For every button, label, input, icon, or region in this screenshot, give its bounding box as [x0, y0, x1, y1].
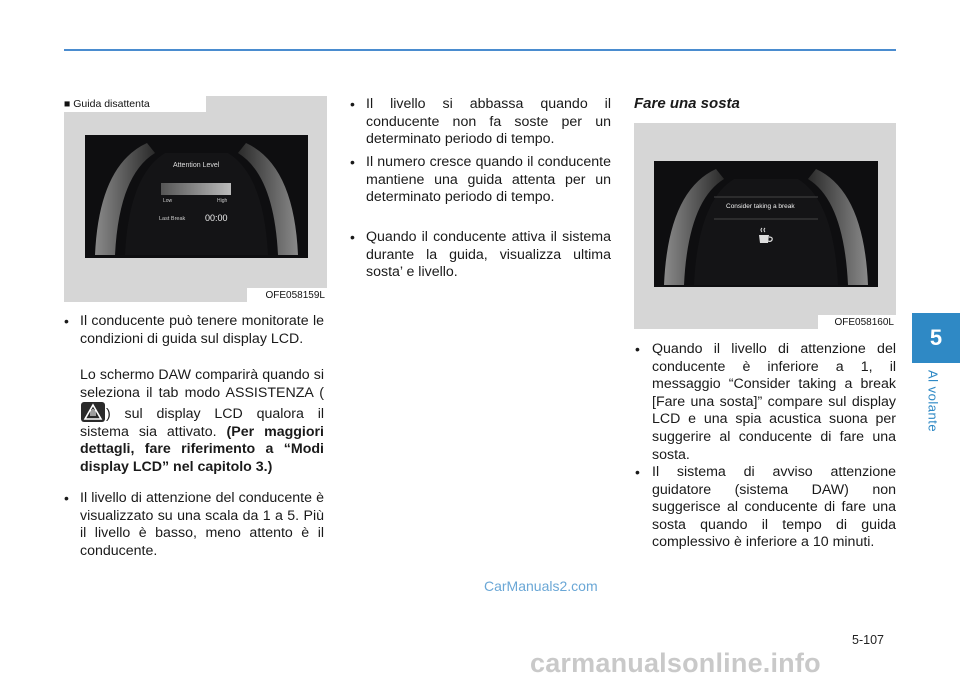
watermark-text: carmanualsonline.info — [530, 648, 821, 677]
attention-bar — [161, 183, 231, 195]
col1-p2-post: ) sul display LCD qualora il sistema sia attivato. — [80, 406, 324, 440]
col3-paragraph-2: Il sistema di avviso attenzione guidatore (sistema DAW) non suggerisce al conducente di fare una sosta quando il tempo di guida complessivo è inferiore a 10 minuti. — [652, 464, 896, 551]
watermark-link[interactable]: CarManuals2.com — [484, 578, 598, 594]
col1-p2-pre: Lo schermo DAW comparirà quando si seleziona il tab modo ASSISTENZA ( — [80, 367, 324, 401]
coffee-cup-icon — [754, 225, 776, 247]
cluster-screen-break — [654, 161, 878, 287]
chapter-number-tab[interactable]: 5 — [912, 313, 960, 363]
chapter-title: Al volante — [925, 370, 941, 433]
col3-paragraph-1: Quando il livello di attenzione del conducente è inferiore a 1, il messaggio “Consider taking a break [Fare una sosta]” compare sul display LCD e una spia acustica suona per suggerire al conducente di fare una sosta. — [652, 341, 896, 463]
bullet-dot: • — [635, 464, 640, 480]
bullet-dot: • — [350, 229, 355, 245]
col1-paragraph-2 — [80, 367, 324, 477]
bullet-dot: • — [350, 96, 355, 112]
last-break-value: 00:00 — [205, 213, 228, 223]
last-break-label: Last Break — [159, 216, 186, 222]
consider-break-message: Consider taking a break — [726, 203, 795, 210]
col1-paragraph-3: Il livello di attenzione del conducente è visualizzato su una scala da 1 a 5. Più il livello è basso, meno attento è il conducente. — [80, 490, 324, 559]
figure-consider-break — [634, 123, 896, 329]
section-heading: Fare una sosta — [634, 95, 740, 112]
figure-caption: ■ Guida disattenta — [64, 98, 150, 110]
bullet-dot: • — [635, 341, 640, 357]
attention-title: Attention Level — [173, 162, 220, 169]
header-rule — [64, 49, 896, 51]
col1-p2-bold: (Per maggiori dettagli, fare riferimento a “Modi display LCD” nel capitolo 3.) — [80, 423, 324, 475]
col2-paragraph-2: Il numero cresce quando il conducente mantiene una guida attenta per un determinato periodo di tempo. — [366, 154, 611, 206]
cluster-screen-attention — [85, 135, 308, 258]
figure-attention-level — [64, 96, 327, 302]
assist-mode-icon — [81, 402, 105, 422]
col2-paragraph-1: Il livello si abbassa quando il conducente non fa soste per un determinato periodo di tempo. — [366, 96, 611, 148]
attention-low-label: Low — [163, 198, 173, 204]
bullet-dot: • — [64, 313, 69, 329]
attention-high-label: High — [217, 198, 228, 204]
figure-id: OFE058159L — [265, 290, 325, 301]
col1-paragraph-1: Il conducente può tenere monitorate le condizioni di guida sul display LCD. — [80, 313, 324, 347]
bullet-dot: • — [64, 490, 69, 506]
figure-id: OFE058160L — [834, 317, 894, 328]
col2-paragraph-3: Quando il conducente attiva il sistema durante la guida, visualizza ultima sosta’ e livello. — [366, 229, 611, 281]
page-number: 5-107 — [852, 633, 884, 647]
bullet-dot: • — [350, 154, 355, 170]
